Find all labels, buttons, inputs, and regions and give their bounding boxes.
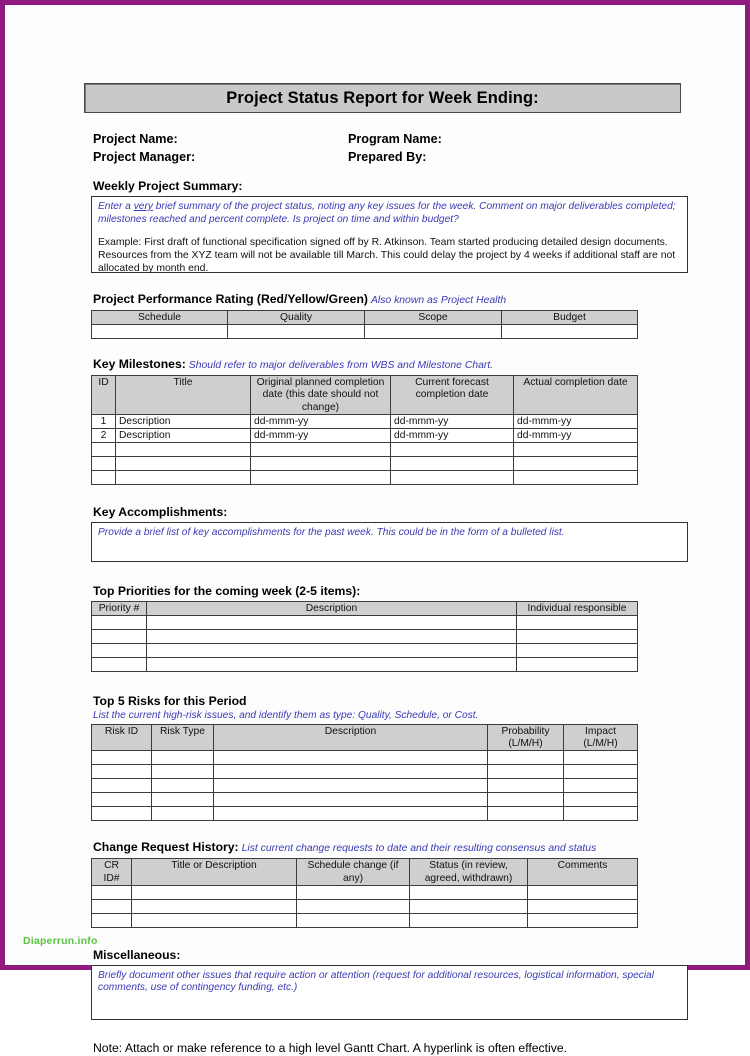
col-cr-status: Status (in review, agreed, withdrawn)	[410, 859, 528, 885]
table-row	[92, 456, 638, 470]
table-row	[92, 442, 638, 456]
milestone-forecast-cell[interactable]	[391, 470, 514, 484]
weekly-summary-example: Example: First draft of functional specification signed off by R. Atkinson. Team started producing detailed design documents. Resources from the XYZ team will not be available till March. This could delay the project by 4 weeks if additional staff are not allocated by month end.	[98, 237, 676, 274]
milestone-id-cell[interactable]: 2	[92, 428, 116, 442]
priority-responsible-cell[interactable]	[517, 644, 638, 658]
risk-description-cell[interactable]	[214, 779, 488, 793]
risk-probability-cell[interactable]	[488, 793, 564, 807]
col-cr-comments: Comments	[528, 859, 638, 885]
cr-status-cell[interactable]	[410, 899, 528, 913]
top-priorities-heading: Top Priorities for the coming week (2-5 items):	[93, 583, 361, 598]
risk-impact-cell[interactable]	[564, 793, 638, 807]
table-row	[92, 913, 638, 927]
milestone-forecast-cell[interactable]: dd-mmm-yy	[391, 428, 514, 442]
table-row	[92, 644, 638, 658]
risk-type-cell[interactable]	[152, 807, 214, 821]
cr-id-cell[interactable]	[92, 885, 132, 899]
weekly-summary-box[interactable]	[91, 196, 688, 273]
performance-rating-hint: Also known as Project Health	[370, 295, 507, 306]
cr-status-cell[interactable]	[410, 885, 528, 899]
cr-status-cell[interactable]	[410, 913, 528, 927]
milestone-forecast-cell[interactable]: dd-mmm-yy	[391, 414, 514, 428]
priority-number-cell[interactable]	[92, 658, 147, 672]
document-sheet	[5, 5, 745, 1055]
table-header-row	[92, 601, 638, 615]
priority-description-cell[interactable]	[147, 616, 517, 630]
milestone-planned-cell[interactable]	[251, 470, 391, 484]
cr-schedule-change-cell[interactable]	[297, 913, 410, 927]
key-milestones-hint: Should refer to major deliverables from WBS and Milestone Chart.	[188, 360, 494, 372]
priority-description-cell[interactable]	[147, 630, 517, 644]
cr-title-cell[interactable]	[132, 913, 297, 927]
risk-id-cell[interactable]	[92, 779, 152, 793]
rating-quality-cell[interactable]	[228, 325, 365, 339]
key-milestones-heading: Key Milestones: Should refer to major deliverables from WBS and Milestone Chart.	[93, 357, 494, 372]
rating-budget-cell[interactable]	[502, 325, 638, 339]
change-request-hint: List current change requests to date and their resulting consensus and status	[241, 843, 597, 855]
table-row	[92, 428, 638, 442]
col-schedule: Schedule	[92, 311, 228, 325]
milestone-id-cell[interactable]	[92, 456, 116, 470]
top-risks-table	[91, 724, 638, 821]
risk-probability-cell[interactable]	[488, 807, 564, 821]
top-risks-heading: Top 5 Risks for this Period	[93, 694, 247, 709]
table-row	[92, 630, 638, 644]
col-actual-completion-date: Actual completion date	[514, 376, 638, 415]
table-header-row	[92, 376, 638, 415]
risk-id-cell[interactable]	[92, 765, 152, 779]
key-accomplishments-box[interactable]	[91, 522, 688, 562]
project-name-label: Project Name:	[93, 132, 178, 146]
change-request-heading: Change Request History: List current change requests to date and their resulting consensus and status	[93, 840, 597, 855]
risk-impact-cell[interactable]	[564, 765, 638, 779]
col-budget: Budget	[502, 311, 638, 325]
milestone-actual-cell[interactable]: dd-mmm-yy	[514, 414, 638, 428]
col-quality: Quality	[228, 311, 365, 325]
status-report-document	[80, 83, 680, 1056]
cr-schedule-change-cell[interactable]	[297, 899, 410, 913]
change-request-table	[91, 858, 638, 927]
milestone-forecast-cell[interactable]	[391, 456, 514, 470]
table-row	[92, 470, 638, 484]
priority-description-cell[interactable]	[147, 644, 517, 658]
milestone-forecast-cell[interactable]	[391, 442, 514, 456]
identity-row-1	[93, 130, 680, 148]
miscellaneous-box[interactable]	[91, 965, 688, 1020]
risk-description-cell[interactable]	[214, 765, 488, 779]
priority-number-cell[interactable]	[92, 630, 147, 644]
risk-impact-cell[interactable]	[564, 779, 638, 793]
table-row	[92, 885, 638, 899]
risk-description-cell[interactable]	[214, 751, 488, 765]
prepared-by-label: Prepared By:	[348, 150, 427, 164]
milestone-title-cell[interactable]	[116, 456, 251, 470]
risk-probability-cell[interactable]	[488, 779, 564, 793]
col-cr-title: Title or Description	[132, 859, 297, 885]
report-title-banner	[84, 83, 681, 113]
cr-schedule-change-cell[interactable]	[297, 885, 410, 899]
col-priority-number: Priority #	[92, 601, 147, 615]
col-individual-responsible: Individual responsible	[517, 601, 638, 615]
risk-id-cell[interactable]	[92, 793, 152, 807]
table-row	[92, 414, 638, 428]
risk-id-cell[interactable]	[92, 807, 152, 821]
col-priority-description: Description	[147, 601, 517, 615]
miscellaneous-heading: Miscellaneous:	[93, 947, 181, 962]
milestone-actual-cell[interactable]	[514, 442, 638, 456]
risk-impact-cell[interactable]	[564, 751, 638, 765]
table-header-row	[92, 725, 638, 751]
table-row	[92, 751, 638, 765]
risk-id-cell[interactable]	[92, 751, 152, 765]
priority-responsible-cell[interactable]	[517, 630, 638, 644]
project-manager-label: Project Manager:	[93, 150, 196, 164]
milestone-planned-cell[interactable]	[251, 456, 391, 470]
cr-id-cell[interactable]	[92, 913, 132, 927]
milestone-planned-cell[interactable]	[251, 442, 391, 456]
rating-schedule-cell[interactable]	[92, 325, 228, 339]
col-current-forecast-date: Current forecast completion date	[391, 376, 514, 415]
key-milestones-table	[91, 375, 638, 485]
priority-number-cell[interactable]	[92, 644, 147, 658]
table-row	[92, 899, 638, 913]
milestone-actual-cell[interactable]	[514, 456, 638, 470]
rating-scope-cell[interactable]	[365, 325, 502, 339]
col-risk-description: Description	[214, 725, 488, 751]
table-header-row	[92, 311, 638, 325]
milestone-planned-cell[interactable]: dd-mmm-yy	[251, 414, 391, 428]
miscellaneous-hint: Briefly document other issues that require action or attention (request for additional resources, logistical information, special comments, use of contingency funding, etc.)	[98, 969, 655, 994]
top-priorities-table	[91, 601, 638, 672]
table-header-row	[92, 859, 638, 885]
table-row	[92, 658, 638, 672]
milestone-actual-cell[interactable]	[514, 470, 638, 484]
risk-type-cell[interactable]	[152, 793, 214, 807]
cr-title-cell[interactable]	[132, 885, 297, 899]
col-milestone-id: ID	[92, 376, 116, 415]
risk-type-cell[interactable]	[152, 765, 214, 779]
footer-note: Note: Attach or make reference to a high level Gantt Chart. A hyperlink is often effective.	[93, 1040, 567, 1055]
col-risk-impact: Impact (L/M/H)	[564, 725, 638, 751]
risk-probability-cell[interactable]	[488, 765, 564, 779]
milestone-id-cell[interactable]: 1	[92, 414, 116, 428]
col-milestone-title: Title	[116, 376, 251, 415]
col-cr-schedule-change: Schedule change (if any)	[297, 859, 410, 885]
table-row	[92, 793, 638, 807]
weekly-summary-heading: Weekly Project Summary:	[93, 179, 243, 193]
table-row	[92, 807, 638, 821]
milestone-id-cell[interactable]	[92, 442, 116, 456]
risk-description-cell[interactable]	[214, 807, 488, 821]
identity-block	[93, 130, 680, 166]
page-title: Project Status Report for Week Ending:	[226, 88, 539, 107]
milestone-planned-cell[interactable]: dd-mmm-yy	[251, 428, 391, 442]
milestone-title-cell[interactable]: Description	[116, 428, 251, 442]
milestone-actual-cell[interactable]: dd-mmm-yy	[514, 428, 638, 442]
col-original-planned-date: Original planned completion date (this date should not change)	[251, 376, 391, 415]
col-scope: Scope	[365, 311, 502, 325]
milestone-title-cell[interactable]	[116, 442, 251, 456]
performance-rating-table	[91, 310, 638, 339]
site-watermark: Diaperrun.info	[23, 935, 98, 947]
cr-comments-cell[interactable]	[528, 899, 638, 913]
risk-description-cell[interactable]	[214, 793, 488, 807]
performance-rating-heading: Project Performance Rating (Red/Yellow/Green) Also known as Project Health	[93, 292, 507, 306]
milestone-title-cell[interactable]: Description	[116, 414, 251, 428]
weekly-summary-hint-emphasis: very	[133, 201, 153, 212]
risk-type-cell[interactable]	[152, 751, 214, 765]
cr-id-cell[interactable]	[92, 899, 132, 913]
cr-comments-cell[interactable]	[528, 885, 638, 899]
priority-responsible-cell[interactable]	[517, 658, 638, 672]
priority-description-cell[interactable]	[147, 658, 517, 672]
col-risk-probability: Probability (L/M/H)	[488, 725, 564, 751]
col-cr-id: CR ID#	[92, 859, 132, 885]
key-accomplishments-heading: Key Accomplishments:	[93, 504, 228, 519]
key-accomplishments-hint: Provide a brief list of key accomplishments for the past week. This could be in the form of a bulleted list.	[98, 526, 565, 538]
milestone-title-cell[interactable]	[116, 470, 251, 484]
table-row	[92, 616, 638, 630]
identity-row-2	[93, 148, 680, 166]
cr-comments-cell[interactable]	[528, 913, 638, 927]
priority-responsible-cell[interactable]	[517, 616, 638, 630]
table-row	[92, 779, 638, 793]
priority-number-cell[interactable]	[92, 616, 147, 630]
program-name-label: Program Name:	[348, 132, 442, 146]
risk-impact-cell[interactable]	[564, 807, 638, 821]
table-row	[92, 325, 638, 339]
col-risk-id: Risk ID	[92, 725, 152, 751]
cr-title-cell[interactable]	[132, 899, 297, 913]
weekly-summary-hint: Enter a very brief summary of the project status, noting any key issues for the week. Comment on major deliverables completed; milestones reached and percent complete. Is project on time and within budget?	[98, 201, 676, 225]
risk-type-cell[interactable]	[152, 779, 214, 793]
top-risks-hint: List the current high-risk issues, and identify them as type: Quality, Schedule, or Cost.	[93, 710, 479, 722]
col-risk-type: Risk Type	[152, 725, 214, 751]
risk-probability-cell[interactable]	[488, 751, 564, 765]
table-row	[92, 765, 638, 779]
milestone-id-cell[interactable]	[92, 470, 116, 484]
